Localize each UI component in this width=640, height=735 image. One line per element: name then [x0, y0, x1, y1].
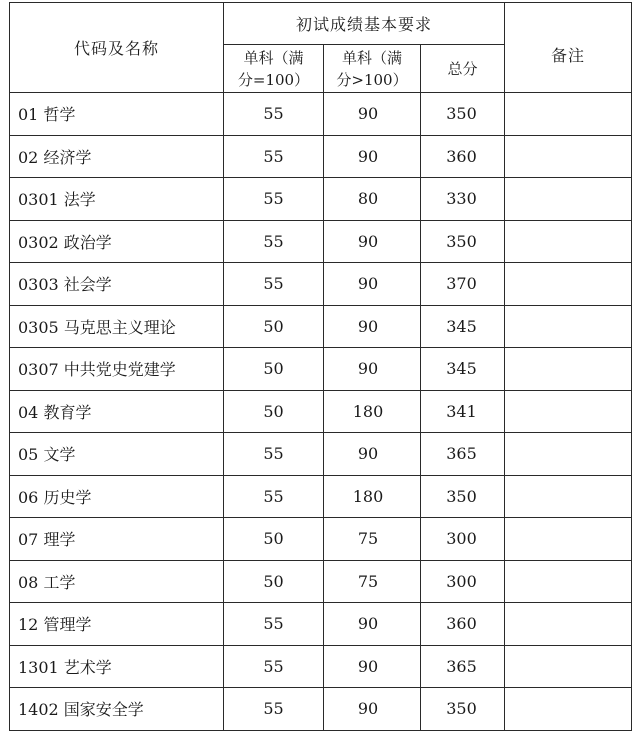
header-initial-score-requirements: 初试成绩基本要求: [224, 3, 505, 45]
remarks-cell: [505, 688, 632, 731]
table-row: [10, 688, 632, 731]
single-subject-100-score: 55: [224, 688, 324, 731]
header-single-subject-over-100-line2: 分>100）: [336, 70, 408, 89]
total-score: 365: [421, 433, 505, 476]
single-subject-over-100-score: 90: [324, 688, 421, 731]
table-row: [10, 135, 632, 178]
single-subject-100-score: 50: [224, 348, 324, 391]
single-subject-100-score: 55: [224, 93, 324, 136]
remarks-cell: [505, 135, 632, 178]
total-score: 350: [421, 688, 505, 731]
total-score: 360: [421, 603, 505, 646]
table-row: [10, 560, 632, 603]
single-subject-over-100-score: 90: [324, 433, 421, 476]
remarks-cell: [505, 220, 632, 263]
header-row-top: [10, 3, 632, 45]
remarks-cell: [505, 263, 632, 306]
discipline-code-name: 0301 法学: [10, 178, 224, 221]
remarks-cell: [505, 560, 632, 603]
total-score: 345: [421, 305, 505, 348]
discipline-code-name: 1402 国家安全学: [10, 688, 224, 731]
discipline-code-name: 1301 艺术学: [10, 645, 224, 688]
discipline-code-name: 02 经济学: [10, 135, 224, 178]
single-subject-100-score: 50: [224, 305, 324, 348]
header-single-subject-over-100: [324, 45, 421, 93]
remarks-cell: [505, 348, 632, 391]
total-score: 300: [421, 560, 505, 603]
remarks-cell: [505, 603, 632, 646]
discipline-code-name: 0307 中共党史党建学: [10, 348, 224, 391]
single-subject-over-100-score: 90: [324, 603, 421, 646]
table-row: [10, 178, 632, 221]
total-score: 330: [421, 178, 505, 221]
single-subject-over-100-score: 180: [324, 475, 421, 518]
table-row: [10, 348, 632, 391]
header-code-name: 代码及名称: [10, 3, 224, 93]
remarks-cell: [505, 433, 632, 476]
single-subject-100-score: 55: [224, 263, 324, 306]
discipline-code-name: 05 文学: [10, 433, 224, 476]
total-score: 350: [421, 220, 505, 263]
total-score: 350: [421, 93, 505, 136]
total-score: 300: [421, 518, 505, 561]
table-row: [10, 518, 632, 561]
discipline-code-name: 08 工学: [10, 560, 224, 603]
single-subject-100-score: 55: [224, 135, 324, 178]
single-subject-100-score: 50: [224, 560, 324, 603]
table-row: [10, 263, 632, 306]
single-subject-100-score: 50: [224, 390, 324, 433]
single-subject-100-score: 55: [224, 603, 324, 646]
total-score: 341: [421, 390, 505, 433]
table-row: [10, 603, 632, 646]
remarks-cell: [505, 93, 632, 136]
header-remarks: 备注: [505, 3, 632, 93]
remarks-cell: [505, 390, 632, 433]
single-subject-100-score: 55: [224, 645, 324, 688]
single-subject-over-100-score: 90: [324, 263, 421, 306]
discipline-code-name: 0302 政治学: [10, 220, 224, 263]
header-single-subject-100-line1: 单科（满: [243, 48, 304, 67]
total-score: 350: [421, 475, 505, 518]
table-row: [10, 645, 632, 688]
remarks-cell: [505, 475, 632, 518]
discipline-code-name: 01 哲学: [10, 93, 224, 136]
single-subject-over-100-score: 90: [324, 305, 421, 348]
total-score: 365: [421, 645, 505, 688]
discipline-code-name: 07 理学: [10, 518, 224, 561]
single-subject-over-100-score: 90: [324, 645, 421, 688]
total-score: 345: [421, 348, 505, 391]
header-single-subject-100-line2: 分=100）: [237, 70, 310, 89]
single-subject-over-100-score: 80: [324, 178, 421, 221]
header-total-score: 总分: [421, 45, 505, 93]
single-subject-over-100-score: 90: [324, 93, 421, 136]
total-score: 370: [421, 263, 505, 306]
single-subject-100-score: 55: [224, 475, 324, 518]
discipline-code-name: 04 教育学: [10, 390, 224, 433]
single-subject-100-score: 55: [224, 178, 324, 221]
table-header: [10, 3, 632, 93]
table-row: [10, 305, 632, 348]
header-single-subject-100: [224, 45, 324, 93]
table-row: [10, 475, 632, 518]
single-subject-100-score: 55: [224, 220, 324, 263]
remarks-cell: [505, 178, 632, 221]
table-row: [10, 390, 632, 433]
discipline-code-name: 06 历史学: [10, 475, 224, 518]
table-row: [10, 220, 632, 263]
remarks-cell: [505, 645, 632, 688]
single-subject-over-100-score: 180: [324, 390, 421, 433]
single-subject-100-score: 55: [224, 433, 324, 476]
single-subject-over-100-score: 90: [324, 220, 421, 263]
table-row: [10, 93, 632, 136]
single-subject-100-score: 50: [224, 518, 324, 561]
single-subject-over-100-score: 90: [324, 348, 421, 391]
single-subject-over-100-score: 90: [324, 135, 421, 178]
header-single-subject-over-100-line1: 单科（满: [341, 48, 402, 67]
discipline-code-name: 12 管理学: [10, 603, 224, 646]
table-body: [10, 93, 632, 731]
table-row: [10, 433, 632, 476]
discipline-code-name: 0305 马克思主义理论: [10, 305, 224, 348]
remarks-cell: [505, 518, 632, 561]
discipline-code-name: 0303 社会学: [10, 263, 224, 306]
single-subject-over-100-score: 75: [324, 518, 421, 561]
total-score: 360: [421, 135, 505, 178]
remarks-cell: [505, 305, 632, 348]
single-subject-over-100-score: 75: [324, 560, 421, 603]
score-requirements-table: [9, 2, 632, 731]
